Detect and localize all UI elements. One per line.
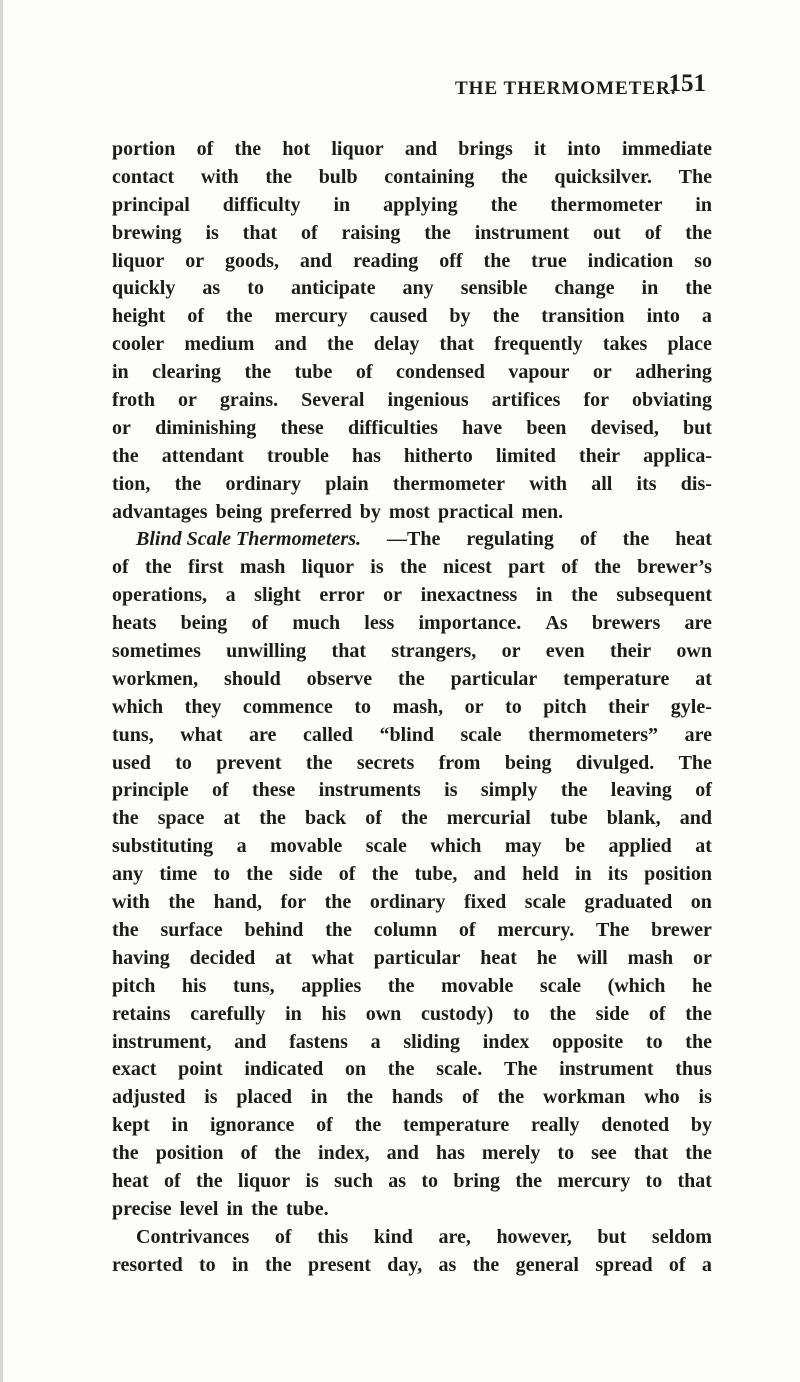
- page-number: 151: [668, 70, 706, 97]
- text-line: Contrivances of this kind are, however, but seldom: [136, 1225, 712, 1248]
- text-line: of the first mash liquor is the nicest part of the brewer’s: [112, 556, 712, 579]
- text-line: tion, the ordinary plain thermometer with all its dis-: [112, 472, 712, 495]
- text-line: in clearing the tube of condensed vapour or adhering: [112, 361, 712, 384]
- text-line: workmen, should observe the particular temperature at: [112, 667, 712, 690]
- text-line: portion of the hot liquor and brings it into immediate: [112, 138, 712, 160]
- body-text: [112, 136, 712, 1280]
- text-line: used to prevent the secrets from being divulged. The: [112, 751, 712, 774]
- text-line: height of the mercury caused by the transition into a: [112, 305, 712, 328]
- running-title: THE THERMOMETER.: [455, 78, 677, 99]
- text-line: liquor or goods, and reading off the true indication so: [112, 249, 712, 272]
- text-line: the space at the back of the mercurial tube blank, and: [112, 807, 712, 830]
- text-line: heat of the liquor is such as to bring the mercury to that: [112, 1169, 712, 1192]
- running-head: [110, 70, 710, 106]
- text-line: the position of the index, and has merely to see that the: [112, 1142, 712, 1165]
- text-line: any time to the side of the tube, and held in its position: [112, 863, 712, 886]
- text-line: instrument, and fastens a sliding index opposite to the: [112, 1030, 712, 1053]
- text-line: brewing is that of raising the instrument out of the: [112, 221, 712, 244]
- text-line: principal difficulty in applying the thermometer in: [112, 193, 712, 216]
- text-line: substituting a movable scale which may be applied at: [112, 835, 712, 858]
- text-line: resorted to in the present day, as the general spread of a: [112, 1253, 712, 1276]
- text-line: Blind Scale Thermometers. —The regulating of the heat: [112, 526, 712, 554]
- text-line: the attendant trouble has hitherto limited their applica-: [112, 444, 712, 467]
- text-line: having decided at what particular heat he will mash or: [112, 946, 712, 969]
- text-line: kept in ignorance of the temperature really denoted by: [112, 1114, 712, 1137]
- text-line: adjusted is placed in the hands of the workman who is: [112, 1086, 712, 1109]
- text-line: advantages being preferred by most practical men.: [112, 500, 564, 523]
- text-line: retains carefully in his own custody) to the side of the: [112, 1002, 712, 1025]
- text-line: tuns, what are called “blind scale thermometers” are: [112, 723, 712, 746]
- text-line: operations, a slight error or inexactness in the subsequent: [112, 584, 712, 607]
- text-line: exact point indicated on the scale. The instrument thus: [112, 1058, 712, 1081]
- text-line: contact with the bulb containing the quicksilver. The: [112, 165, 712, 188]
- page-edge-shadow: [0, 0, 3, 1382]
- text-line: which they commence to mash, or to pitch their gyle-: [112, 695, 712, 718]
- section-heading: Blind Scale Thermometers.: [136, 528, 361, 551]
- text-line: or diminishing these difficulties have been devised, but: [112, 416, 712, 439]
- text-line: the surface behind the column of mercury. The brewer: [112, 918, 712, 941]
- text-line: cooler medium and the delay that frequently takes place: [112, 333, 712, 356]
- text-line: sometimes unwilling that strangers, or even their own: [112, 640, 712, 663]
- text-line: principle of these instruments is simply the leaving of: [112, 779, 712, 802]
- text-line: heats being of much less importance. As brewers are: [112, 612, 712, 635]
- text-line: quickly as to anticipate any sensible change in the: [112, 277, 712, 300]
- text-line: froth or grains. Several ingenious artifices for obviating: [112, 389, 712, 412]
- text-line: pitch his tuns, applies the movable scale (which he: [112, 974, 712, 997]
- text-line: precise level in the tube.: [112, 1197, 329, 1220]
- text-line: with the hand, for the ordinary fixed scale graduated on: [112, 891, 712, 914]
